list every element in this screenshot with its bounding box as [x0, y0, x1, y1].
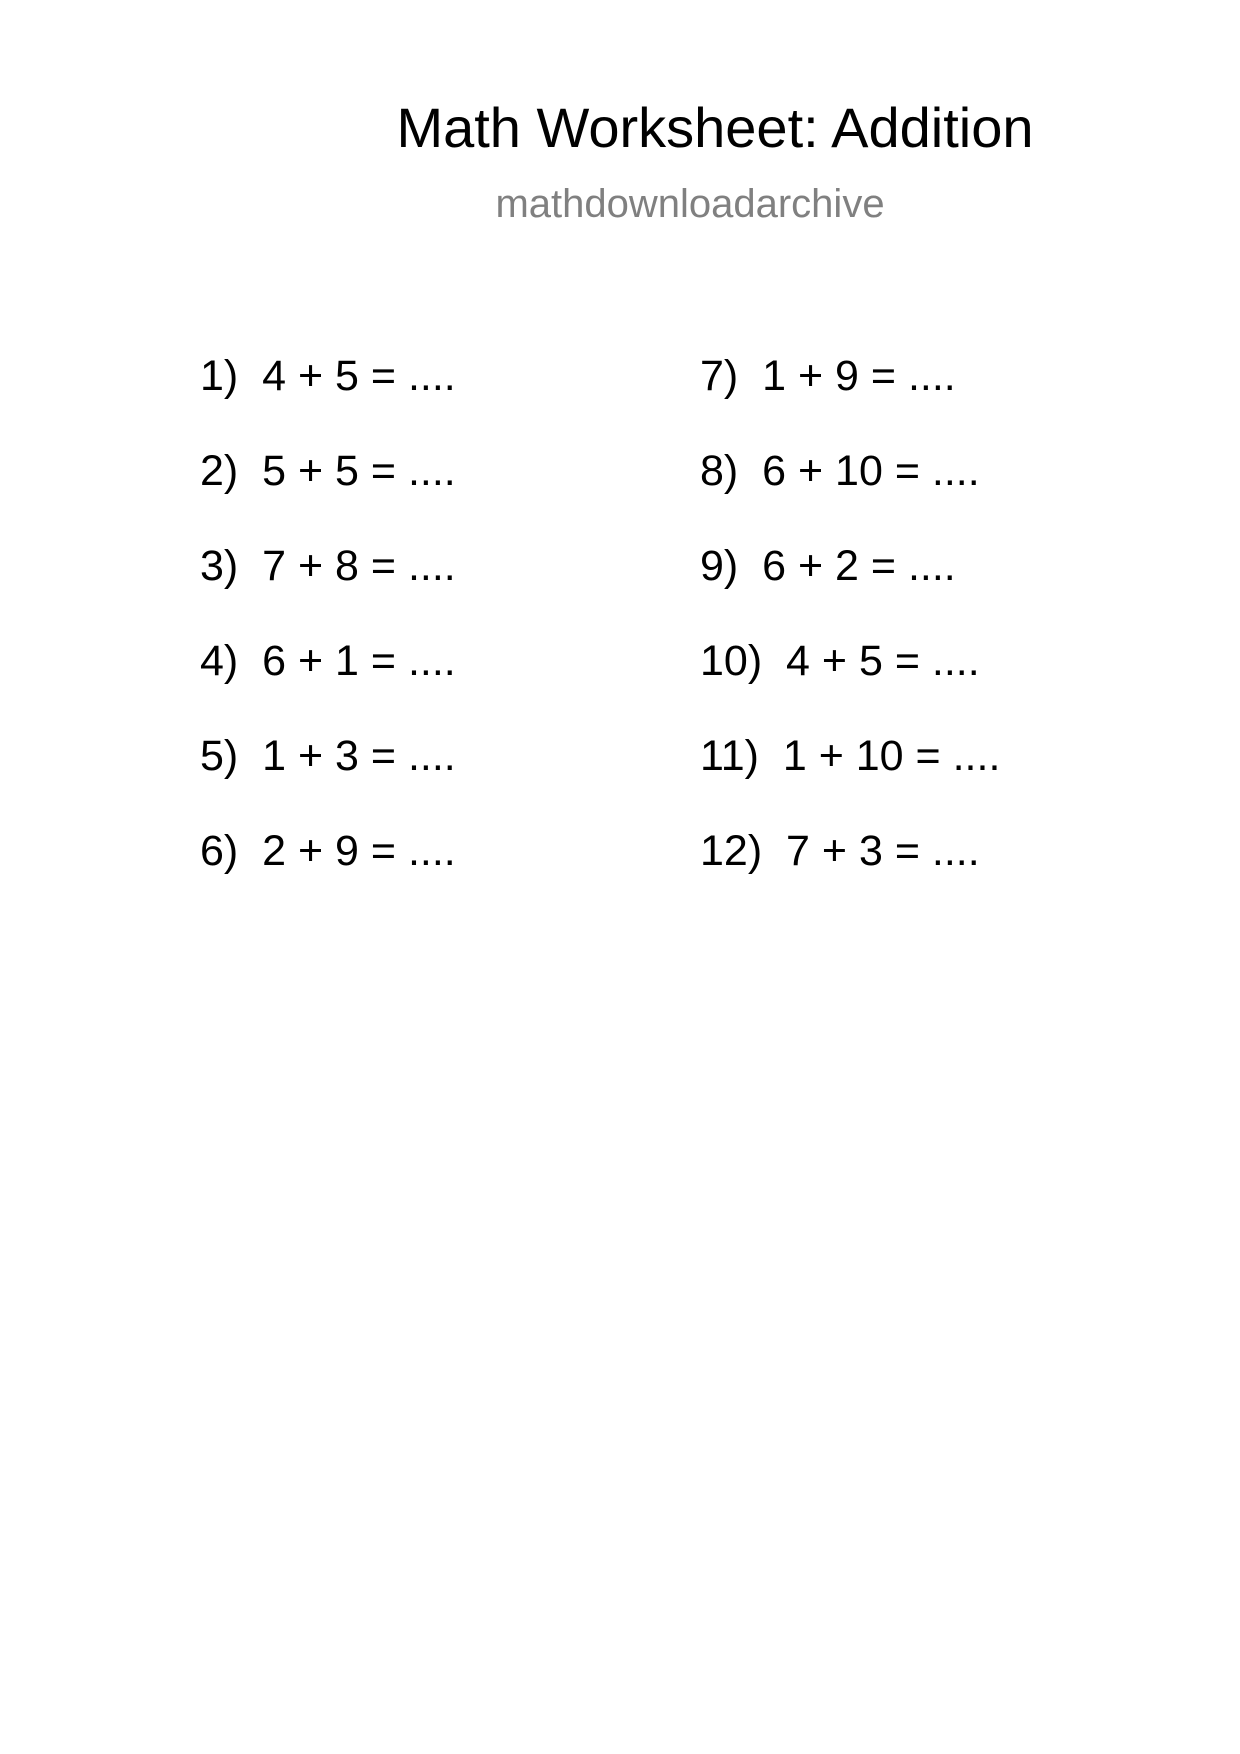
- problem-item: 1) 4 + 5 = ....: [200, 352, 456, 400]
- problem-item: 9) 6 + 2 = ....: [700, 542, 956, 590]
- problem-item: 2) 5 + 5 = ....: [200, 447, 456, 495]
- problem-item: 4) 6 + 1 = ....: [200, 637, 456, 685]
- problem-item: 7) 1 + 9 = ....: [700, 352, 956, 400]
- worksheet-subtitle: mathdownloadarchive: [495, 182, 885, 226]
- problem-item: 8) 6 + 10 = ....: [700, 447, 980, 495]
- problems-column-right: [700, 352, 1000, 922]
- problem-item: 5) 1 + 3 = ....: [200, 732, 456, 780]
- problem-item: 11) 1 + 10 = ....: [700, 732, 1001, 780]
- problem-item: 10) 4 + 5 = ....: [700, 637, 980, 685]
- problem-item: 12) 7 + 3 = ....: [700, 827, 980, 875]
- problem-item: 3) 7 + 8 = ....: [200, 542, 456, 590]
- worksheet-title: Math Worksheet: Addition: [396, 96, 1034, 159]
- problems-column-left: [200, 352, 456, 922]
- problem-item: 6) 2 + 9 = ....: [200, 827, 456, 875]
